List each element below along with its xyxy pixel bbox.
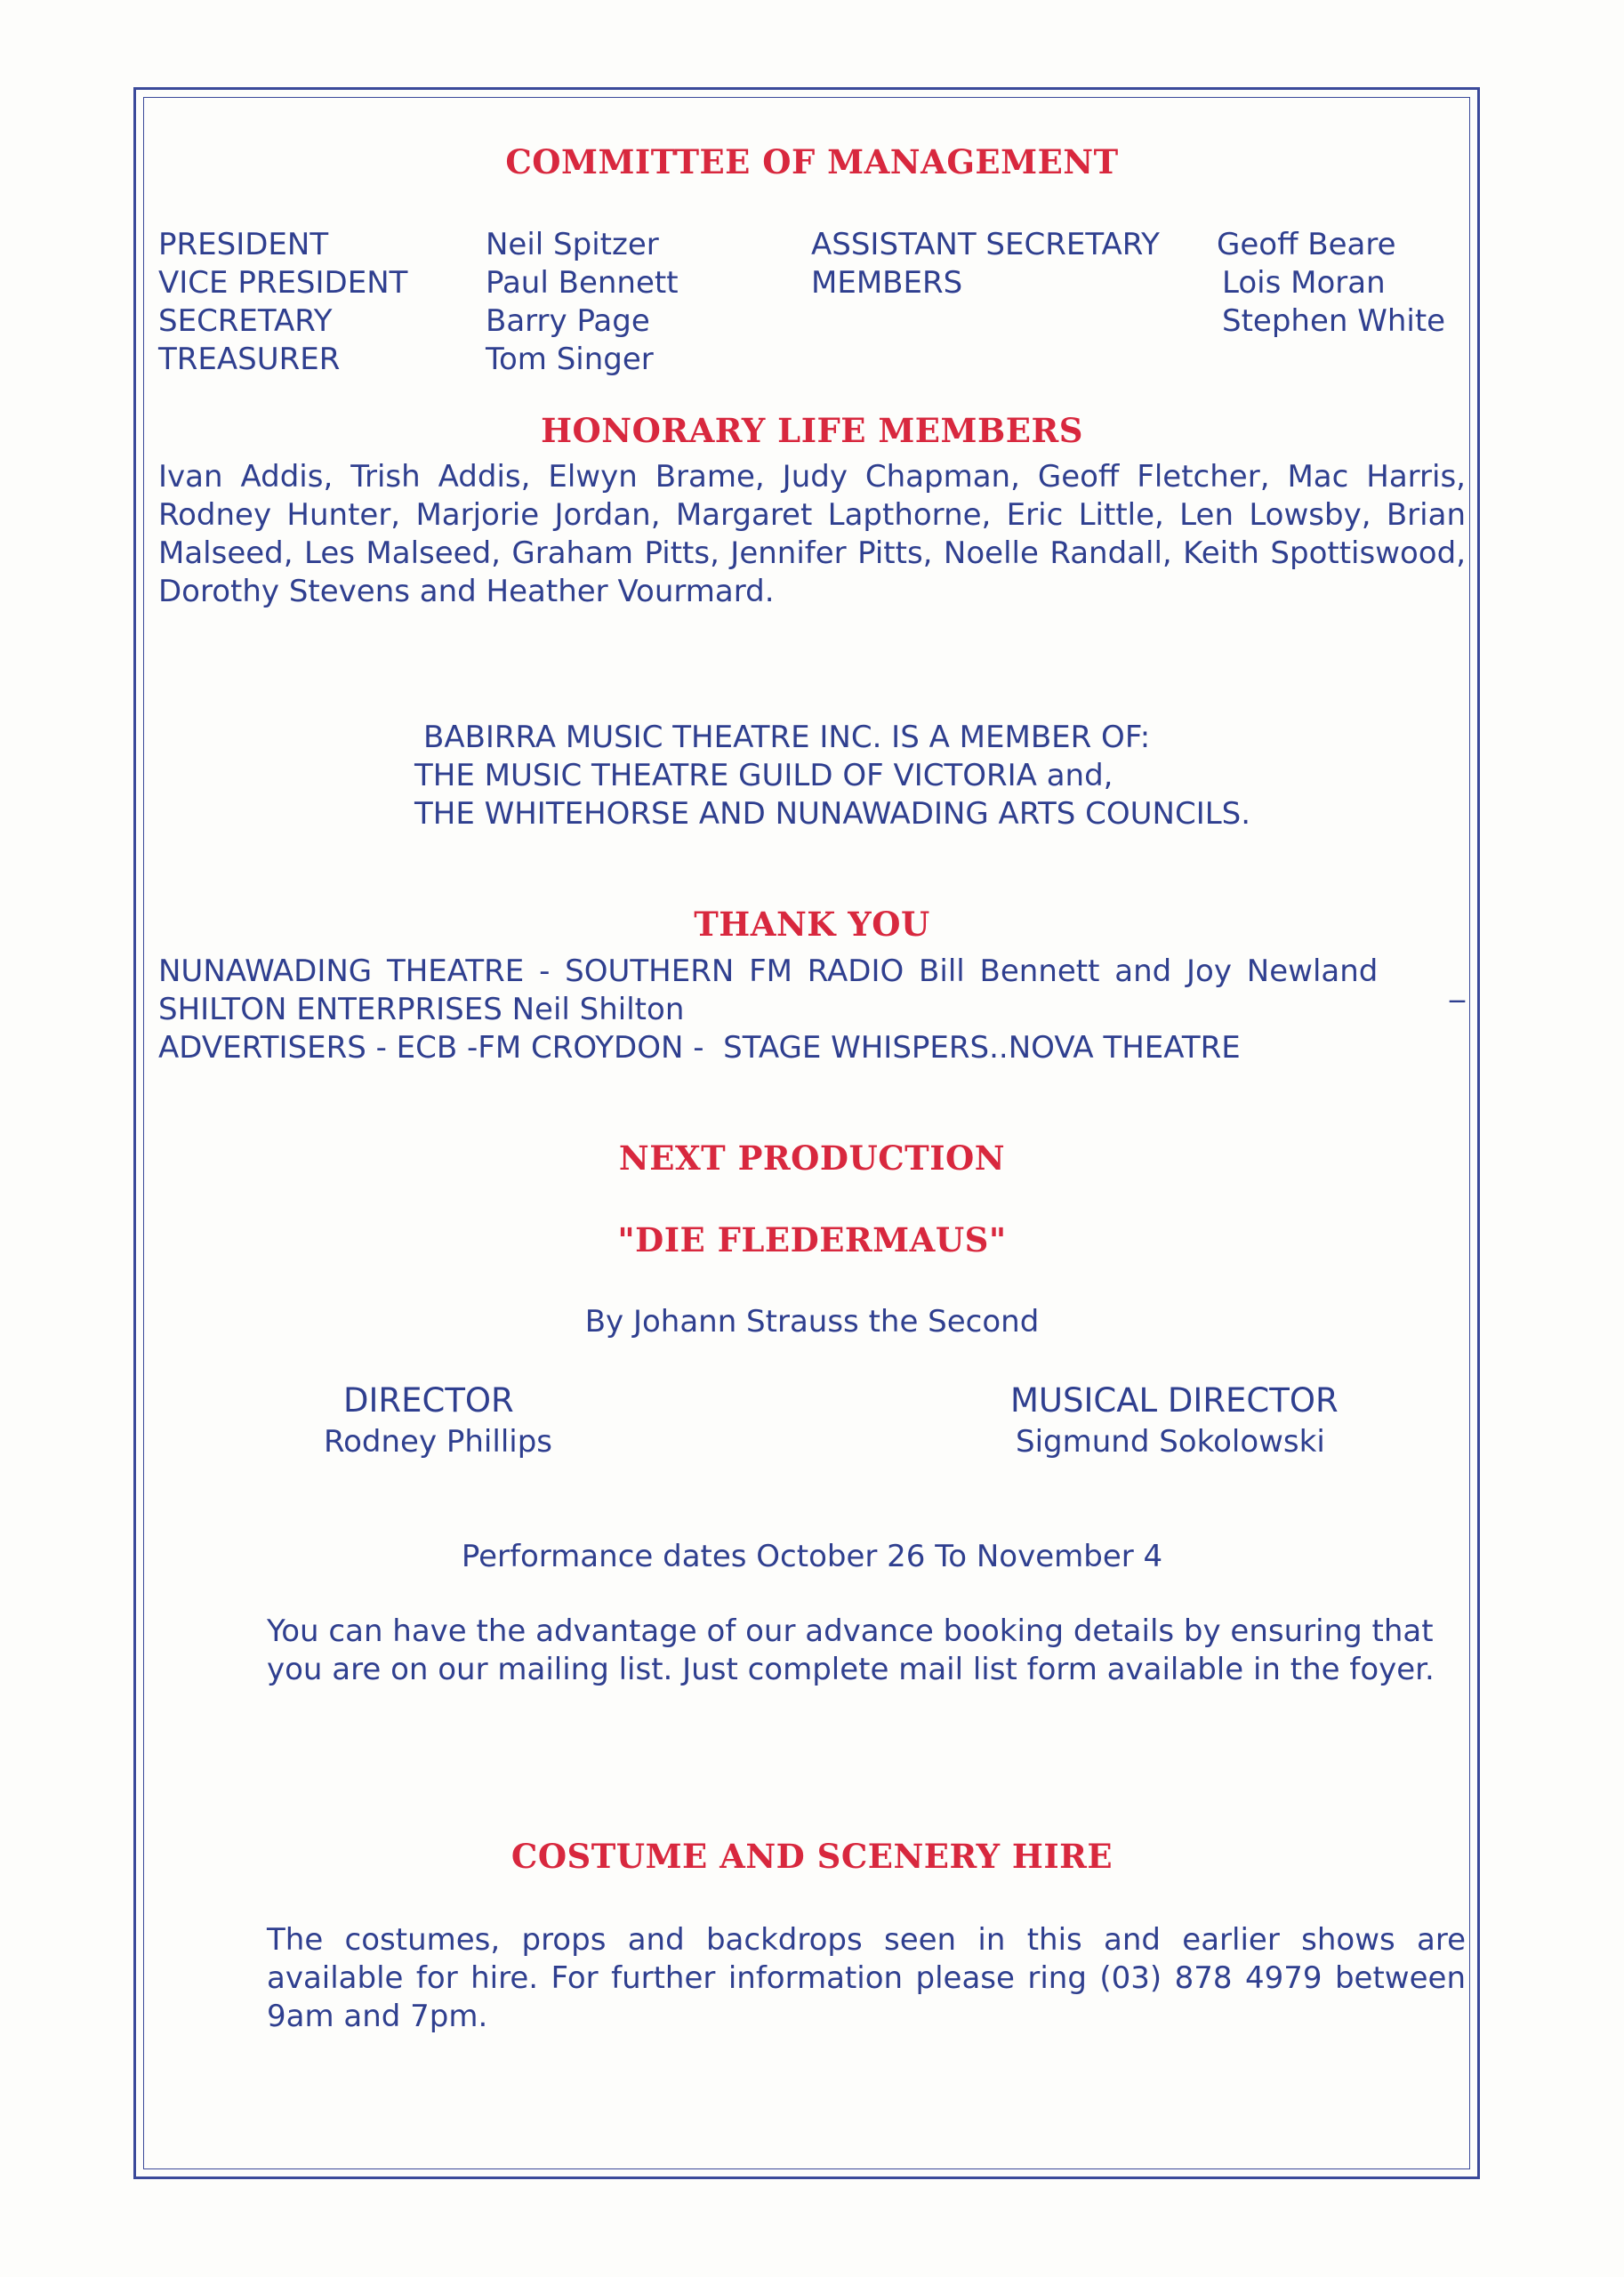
committee-names-left <box>486 226 679 379</box>
hire-heading: COSTUME AND SCENERY HIRE <box>511 1837 1113 1876</box>
thanks-line-2: SHILTON ENTERPRISES Neil Shilton <box>158 992 685 1027</box>
role-treasurer: TREASURER <box>158 342 341 377</box>
role-assistant-secretary: ASSISTANT SECRETARY <box>811 227 1160 262</box>
role-secretary: SECRETARY <box>158 303 333 339</box>
membership-line-2: THE MUSIC THEATRE GUILD OF VICTORIA and, <box>414 758 1113 793</box>
name-member-2: Stephen White <box>1222 303 1446 339</box>
thanks-line-3: ADVERTISERS - ECB -FM CROYDON - STAGE WHISPERS..NOVA THEATRE <box>158 1030 1241 1066</box>
director-label: DIRECTOR <box>343 1381 514 1420</box>
production-title: "DIE FLEDERMAUS" <box>617 1220 1007 1259</box>
membership-line-1: BABIRRA MUSIC THEATRE INC. IS A MEMBER OF: <box>423 720 1151 755</box>
committee-heading: COMMITTEE OF MANAGEMENT <box>505 142 1119 181</box>
honorary-heading: HONORARY LIFE MEMBERS <box>541 411 1083 450</box>
musical-director-name: Sigmund Sokolowski <box>1016 1424 1325 1460</box>
name-secretary: Barry Page <box>486 303 650 339</box>
thanks-dash: _ <box>1450 968 1465 1003</box>
name-member-1: Lois Moran <box>1222 265 1386 301</box>
thanks-line-1: NUNAWADING THEATRE - SOUTHERN FM RADIO Bill Bennett and Joy Newland <box>158 953 1379 989</box>
thanks-heading: THANK YOU <box>694 905 930 944</box>
musical-director-label: MUSICAL DIRECTOR <box>1010 1381 1339 1420</box>
name-president: Neil Spitzer <box>486 227 659 262</box>
performance-dates: Performance dates October 26 To November 4 <box>461 1539 1163 1574</box>
membership-line-3: THE WHITEHORSE AND NUNAWADING ARTS COUNCILS. <box>414 796 1251 832</box>
membership-statement-2 <box>414 757 1250 833</box>
name-vice-president: Paul Bennett <box>486 265 679 301</box>
production-composer: By Johann Strauss the Second <box>584 1304 1040 1340</box>
role-members: MEMBERS <box>811 265 963 301</box>
next-production-heading: NEXT PRODUCTION <box>618 1138 1006 1178</box>
membership-statement <box>423 719 1150 757</box>
committee-roles-right <box>811 226 1160 302</box>
role-vice-president: VICE PRESIDENT <box>158 265 408 301</box>
director-name: Rodney Phillips <box>324 1424 553 1460</box>
booking-info: You can have the advantage of our advance booking details by ensuring that you are on our mailing list. Just complete mail list form available in the foyer. <box>267 1613 1435 1687</box>
name-treasurer: Tom Singer <box>486 342 654 377</box>
hire-info: The costumes, props and backdrops seen in this and earlier shows are available for hire. For further information please ring (03) 878 4979 between 9am and 7pm. <box>267 1922 1466 2034</box>
committee-names-right <box>1217 226 1445 341</box>
role-president: PRESIDENT <box>158 227 329 262</box>
honorary-members-list: Ivan Addis, Trish Addis, Elwyn Brame, Judy Chapman, Geoff Fletcher, Mac Harris, Rodney Hunter, Marjorie Jordan, Margaret Lapthorne, Eric Little, Len Lowsby, Brian Malseed, Les Malseed, Graham Pitts, Jennifer Pitts, Noelle Randall, Keith Spottiswood, Dorothy Stevens and Heather Vourmard. <box>158 459 1466 609</box>
name-assistant-secretary: Geoff Beare <box>1217 227 1396 262</box>
committee-roles-left <box>158 226 407 379</box>
